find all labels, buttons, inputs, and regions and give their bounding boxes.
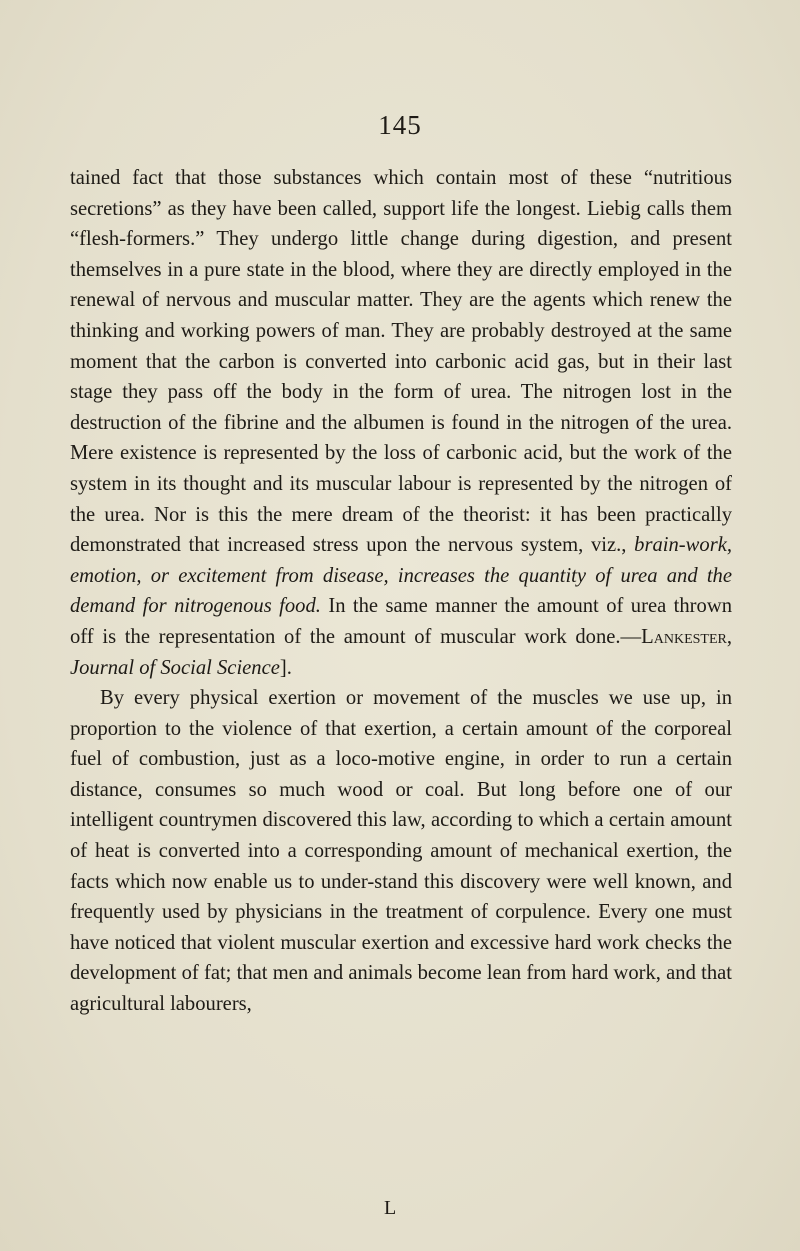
citation-end: ]. <box>279 656 292 679</box>
citation-author: Lankester, <box>641 625 732 648</box>
paragraph-1-text: tained fact that those substances which contain most of these “nutritious secretions” as they have been called, support life the longest. Liebig calls them “flesh-formers.” They undergo little change during digestion, and present themselves in a pure state in the blood, where they are directly employed in the renewal of nervous and muscular matter. They are the agents which renew the thinking and working powers of man. They are probably destroyed at the same moment that the carbon is converted into carbonic acid gas, but in their last stage they pass off the body in the form of urea. The nitrogen lost in the destruction of the fibrine and the albumen is found in the nitrogen of the urea. Mere existence is represented by the loss of carbonic acid, but the work of the system in its thought and its muscular labour is represented by the nitrogen of the urea. Nor is this the mere dream of the theorist: it has been practically demonstrated that increased stress upon the nervous system, viz., <box>70 167 732 557</box>
page-number: 145 <box>378 110 422 140</box>
paragraph-1-italic: brain-work, emotion, or excitement from disease, increases the quantity of urea and the demand for nitrogenous food. <box>70 534 732 618</box>
body-text <box>70 163 732 1020</box>
citation-source: Journal of Social Science <box>70 656 280 679</box>
signature-mark: L <box>384 1197 397 1219</box>
paragraph-1 <box>70 163 732 683</box>
paragraph-2: By every physical exertion or movement of the muscles we use up, in proportion to the violence of that exertion, a certain amount of the corporeal fuel of combustion, just as a loco-motive engine, in order to run a certain distance, consumes so much wood or coal. But long before one of our intelligent countrymen discovered this law, according to which a certain amount of heat is converted into a corresponding amount of mechanical exertion, the facts which now enable us to under-stand this discovery were well known, and frequently used by physicians in the treatment of corpulence. Every one must have noticed that violent muscular exertion and excessive hard work checks the development of fat; that men and animals become lean from hard work, and that agricultural labourers, <box>70 687 732 1016</box>
paragraph-1-text-2: In the same manner the amount of urea thrown off is the representation of the amount of muscular work done.— <box>70 595 732 648</box>
